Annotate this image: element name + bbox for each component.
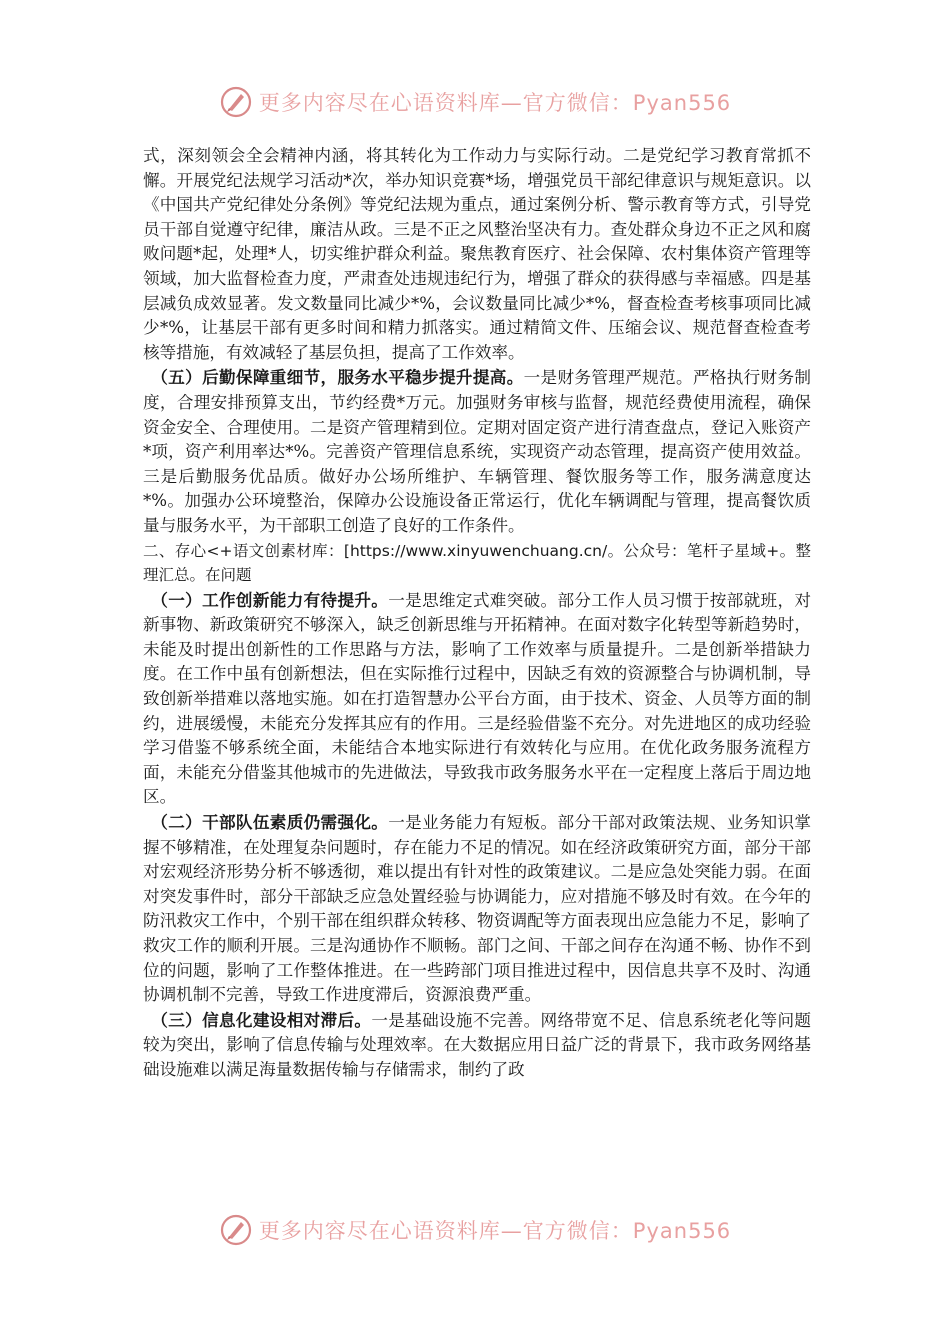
- paragraph-cadre-quality: [143, 810, 811, 1008]
- paragraph-party-discipline: 式，深刻领会全会精神内涵，将其转化为工作动力与实际行动。二是党纪学习教育常抓不懈。开展党纪法规学习活动*次，举办知识竞赛*场，增强党员干部纪律意识与规矩意识。以《中国共产党纪律处分条例》等党纪法规为重点，通过案例分析、警示教育等方式，引导党员干部自觉遵守纪律，廉洁从政。三是不正之风整治坚决有力。查处群众身边不正之风和腐败问题*起，处理*人，切实维护群众利益。聚焦教育医疗、社会保障、农村集体资产管理等领域，加大监督检查力度，严肃查处违规违纪行为，增强了群众的获得感与幸福感。四是基层减负成效显著。发文数量同比减少*%，会议数量同比减少*%，督查检查考核事项同比减少*%，让基层干部有更多时间和精力抓落实。通过精简文件、压缩会议、规范督查检查考核等措施，有效减轻了基层负担，提高了工作效率。: [143, 146, 811, 362]
- paragraph-cadre-quality-text: 一是业务能力有短板。部分干部对政策法规、业务知识掌握不够精准，在处理复杂问题时，存在能力不足的情况。如在经济政策研究方面，部分干部对宏观经济形势分析不够透彻，难以提出有针对性的政策建议。二是应急处突能力弱。在面对突发事件时，部分干部缺乏应急处置经验与协调能力，应对措施不够及时有效。在今年的防汛救灾工作中，个别干部在组织群众转移、物资调配等方面表现出应急能力不足，影响了救灾工作的顺利开展。三是沟通协作不顺畅。部门之间、干部之间存在沟通不畅、协作不到位的问题，影响了工作整体推进。在一些跨部门项目推进过程中，因信息共享不及时、沟通协调机制不完善，导致工作进度滞后，资源浪费严重。: [143, 813, 812, 1005]
- watermark-banner-bottom: [0, 1210, 950, 1250]
- document-body: [143, 144, 811, 1083]
- paragraph-logistics-text: 一是财务管理严规范。严格执行财务制度，合理安排预算支出，节约经费*万元。加强财务审核与监督，规范经费使用流程，确保资金安全、合理使用。二是资产管理精到位。定期对固定资产进行清查盘点，登记入账资产*项，资产利用率达*%。完善资产管理信息系统，实现资产动态管理，提高资产使用效益。三是后勤服务优品质。做好办公场所维护、车辆管理、餐饮服务等工作，服务满意度达*%。加强办公环境整治，保障办公设施设备正常运行，优化车辆调配与管理，提高餐饮质量与服务水平，为干部职工创造了良好的工作条件。: [143, 368, 812, 535]
- section-heading-problems: 二、存心<+语文创素材库：[https://www.xinyuwenchuang.cn/。公众号：笔杆子星域+。整理汇总。在问题: [143, 541, 811, 585]
- watermark-banner-top: [0, 82, 950, 122]
- watermark-text: 更多内容尽在心语资料库—官方微信：Pyan556: [258, 1219, 732, 1243]
- heading-cadre-quality: （二）干部队伍素质仍需强化。: [151, 812, 389, 833]
- paragraph-innovation: [143, 588, 811, 810]
- paragraph-informatization: [143, 1008, 811, 1083]
- heading-logistics: （五）后勤保障重细节，服务水平稳步提升提高。: [151, 367, 524, 388]
- pen-seal-icon: [219, 1213, 253, 1247]
- paragraph-innovation-text: 一是思维定式难突破。部分工作人员习惯于按部就班，对新事物、新政策研究不够深入，缺乏创新思维与开拓精神。在面对数字化转型等新趋势时，未能及时提出创新性的工作思路与方法，影响了工作效率与质量提升。二是创新举措缺力度。在工作中虽有创新想法，但在实际推行过程中，因缺乏有效的资源整合与协调机制，导致创新举措难以落地实施。如在打造智慧办公平台方面，由于技术、资金、人员等方面的制约，进展缓慢，未能充分发挥其应有的作用。三是经验借鉴不充分。对先进地区的成功经验学习借鉴不够系统全面，未能结合本地实际进行有效转化与应用。在优化政务服务流程方面，未能充分借鉴其他城市的先进做法，导致我市政务服务水平在一定程度上落后于周边地区。: [143, 590, 812, 807]
- paragraph-logistics: [143, 365, 811, 538]
- paragraph-informatization-text: 一是基础设施不完善。网络带宽不足、信息系统老化等问题较为突出，影响了信息传输与处理效率。在大数据应用日益广泛的背景下，我市政务网络基础设施难以满足海量数据传输与存储需求，制约了政: [143, 1010, 812, 1079]
- watermark-text: 更多内容尽在心语资料库—官方微信：Pyan556: [258, 91, 732, 115]
- heading-informatization: （三）信息化建设相对滞后。: [151, 1009, 372, 1030]
- pen-seal-icon: [219, 85, 253, 119]
- heading-innovation: （一）工作创新能力有待提升。: [151, 589, 389, 610]
